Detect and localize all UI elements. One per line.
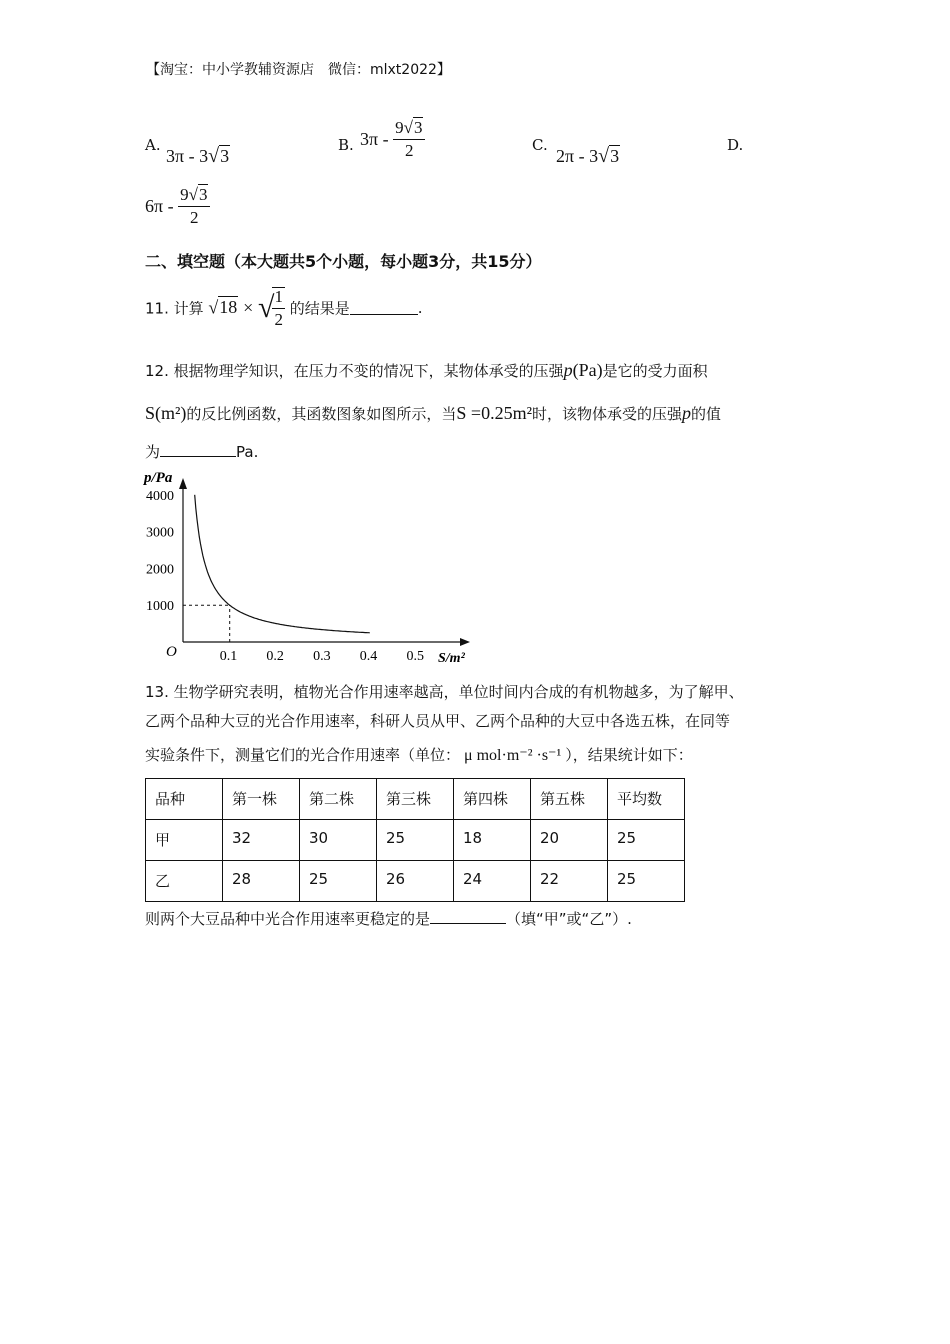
x-tick-label: 0.1 [219,649,238,664]
table-cell: 26 [377,861,454,902]
option-b-value: 3π - $\frac{9√3}{2}$ [360,119,425,160]
table-header-cell: 第二株 [300,779,377,820]
table-cell: 20 [531,820,608,861]
option-a-label: A. [145,136,161,154]
table-header-row [146,779,685,820]
y-tick-label: 4000 [146,488,174,504]
x-axis-arrow [460,638,470,646]
table-header-cell: 平均数 [608,779,685,820]
question-13-line3: 实验条件下，测量它们的光合作用速率（单位： μ mol·m⁻² ·s⁻¹ ），结果统计如下： [145,746,693,764]
question-13-line1: 13. 生物学研究表明，植物光合作用速率越高，单位时间内合成的有机物越多，为了解甲、 [145,683,744,701]
table-cell: 18 [454,820,531,861]
table-cell: 30 [300,820,377,861]
table-row [146,820,685,861]
x-axis-label: S/m² [438,651,465,666]
data-table [145,778,685,902]
table-header-cell: 第四株 [454,779,531,820]
table-header-cell: 第三株 [377,779,454,820]
x-tick-label: 0.2 [266,649,284,664]
table-cell: 乙 [146,861,223,902]
question-12-line3: 为 Pa. [145,443,259,461]
y-tick-label: 1000 [146,599,174,615]
answer-blank-12[interactable] [160,442,236,457]
header-banner: 【淘宝：中小学教辅资源店 微信：mlxt2022】 [146,62,451,78]
y-axis-label: p/Pa [144,470,173,486]
question-13-line2: 乙两个品种大豆的光合作用速率，科研人员从甲、乙两个品种的大豆中各选五株，在同等 [145,712,731,730]
inverse-proportion-chart [140,462,480,672]
y-axis-arrow [179,478,187,489]
y-tick-label: 2000 [146,562,174,578]
option-d-value: 6π - $\frac{9√3}{2}$ [145,186,210,227]
table-cell: 32 [223,820,300,861]
table-header-cell: 品种 [146,779,223,820]
answer-blank-13[interactable] [430,909,506,924]
table-cell: 28 [223,861,300,902]
table-cell: 甲 [146,820,223,861]
section-title: 二、填空题（本大题共5个小题，每小题3分，共15分） [145,252,542,271]
answer-blank-11[interactable] [350,300,418,315]
table-header-cell: 第五株 [531,779,608,820]
x-tick-label: 0.4 [359,649,378,664]
question-12-line2: S(m²)的反比例函数，其函数图象如图所示，当S =0.25m²时，该物体承受的压强p的值 [145,403,722,423]
table-cell: 25 [608,861,685,902]
table-cell: 22 [531,861,608,902]
option-c-label: C. [532,136,548,154]
table-header-cell: 第一株 [223,779,300,820]
option-d-label: D. [727,136,744,154]
series-curve [195,495,370,633]
x-tick-label: 0.3 [313,649,331,664]
question-11: 11. 计算 √18 × √ $\frac{1}{2}$ 的结果是 . [145,287,423,329]
x-tick-label: 0.5 [406,649,424,664]
option-a-value: 3π - 3√3 [166,145,230,167]
option-b-label: B. [338,136,354,154]
question-12-line1: 12. 根据物理学知识，在压力不变的情况下，某物体承受的压强p(Pa)是它的受力面积 [145,360,708,380]
question-13-prompt: 则两个大豆品种中光合作用速率更稳定的是 （填“甲”或“乙”）. [145,910,632,928]
table-cell: 25 [300,861,377,902]
table-row [146,861,685,902]
option-c-value: 2π - 3√3 [556,145,620,167]
origin-label: O [166,644,177,660]
table-cell: 25 [377,820,454,861]
table-cell: 25 [608,820,685,861]
table-cell: 24 [454,861,531,902]
y-tick-label: 3000 [146,525,174,541]
